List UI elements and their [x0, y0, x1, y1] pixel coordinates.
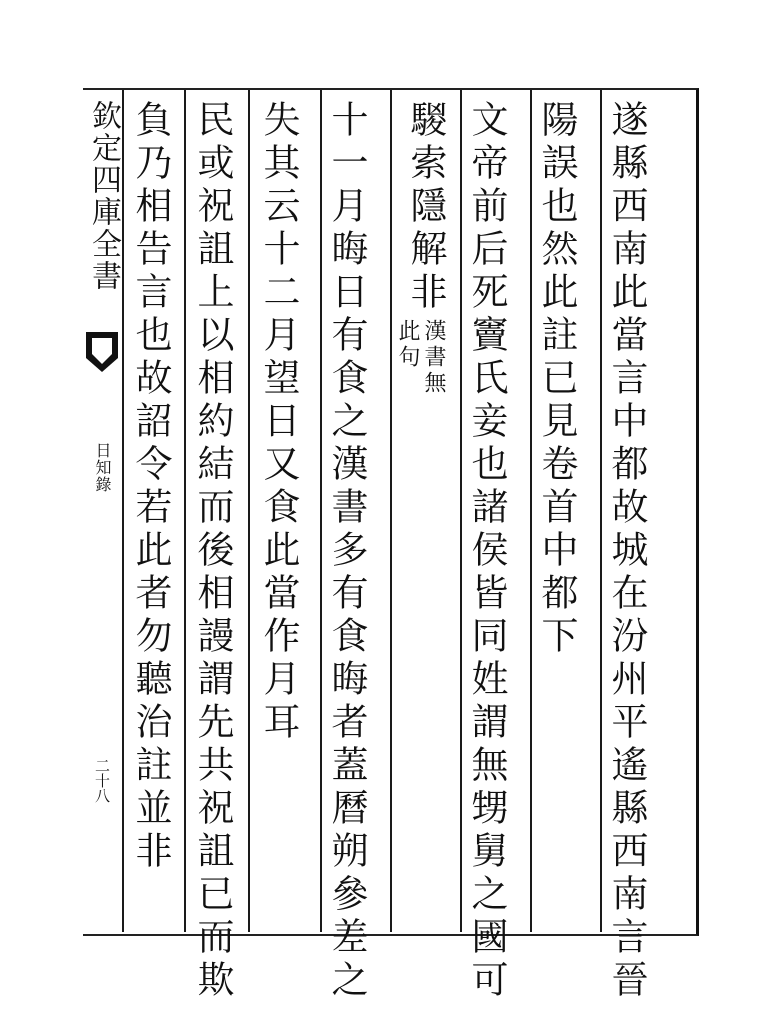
text-column-5: 十一月晦日有食之漢書多有食晦者蓋曆朔參差之: [325, 100, 368, 1003]
page-number: 二十八: [93, 758, 111, 803]
main-text: 騣索隱解非: [404, 100, 447, 315]
text-column-6: 失其云十二月望日又食此當作月耳: [257, 100, 300, 745]
annotation: [396, 319, 444, 397]
column-rule: [530, 90, 532, 932]
book-title: 欽定四庫全書: [86, 100, 121, 292]
text-column-4: [395, 100, 447, 397]
text-column-7: 民或祝詛上以相約結而後相謾謂先共祝詛已而欺: [191, 100, 234, 1003]
column-rule: [248, 90, 250, 932]
column-rule: [122, 90, 124, 932]
column-rule: [600, 90, 602, 932]
column-rule: [184, 90, 186, 932]
text-column-1: 遂縣西南此當言中都故城在汾州平遙縣西南言晉: [605, 100, 648, 1003]
column-rule: [320, 90, 322, 932]
column-rule: [460, 90, 462, 932]
column-rule: [390, 90, 392, 932]
text-column-3: 文帝前后死竇氏妾也諸侯皆同姓謂無甥舅之國可: [465, 100, 508, 1003]
text-column-8: 負乃相告言也故詔令若此者勿聽治註並非: [129, 100, 172, 874]
annotation-right: 漢書無: [421, 319, 446, 397]
text-column-2: 陽誤也然此註已見卷首中都下: [535, 100, 578, 659]
fishtail-mark-icon: [84, 328, 120, 376]
book-subtitle: 日知錄: [93, 442, 112, 493]
annotation-left: 此句: [395, 319, 420, 371]
